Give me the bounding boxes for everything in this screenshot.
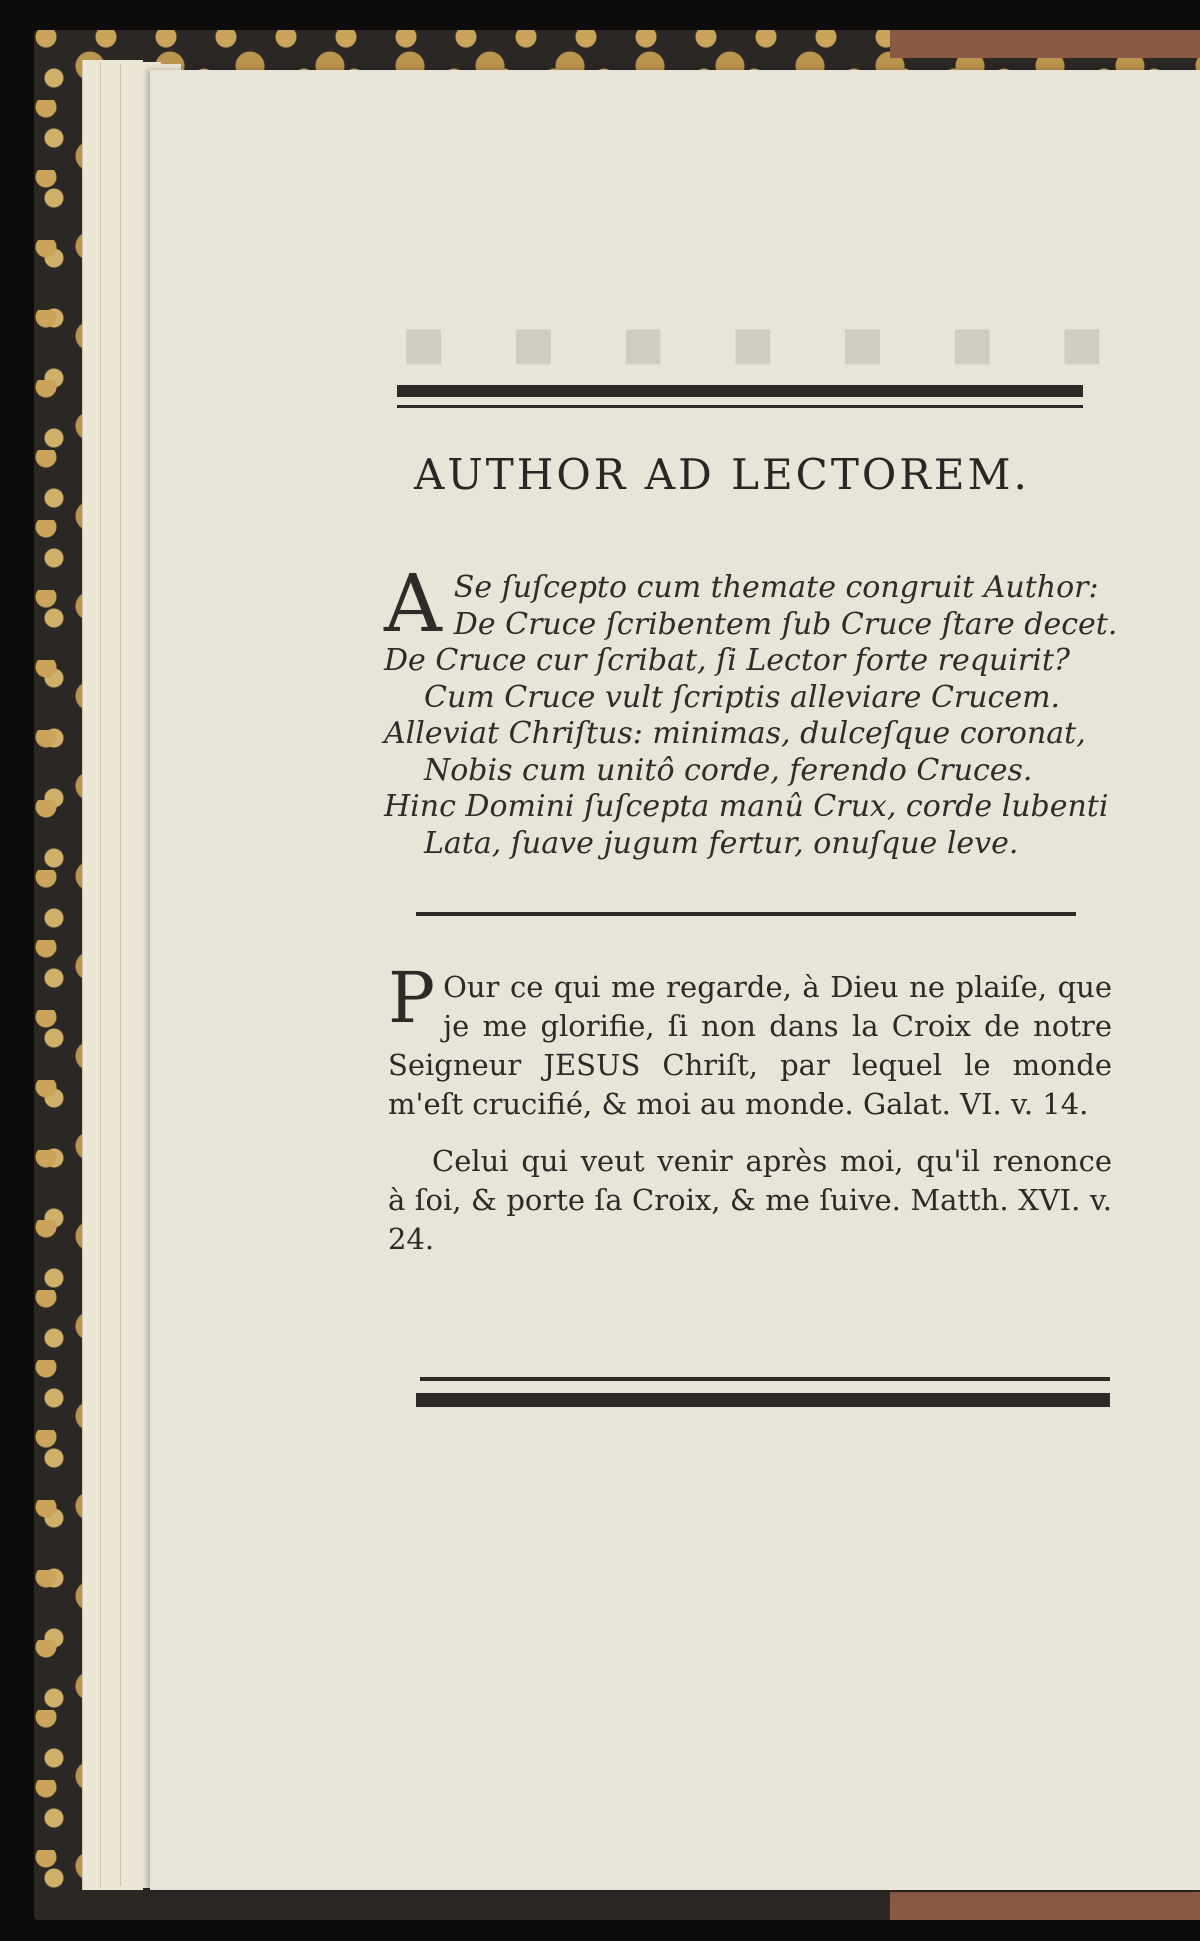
top-rule-thin [397,405,1083,408]
poem-line: De Cruce ſcribentem ſub Cruce ſtare decet. [453,606,1118,642]
poem-line: Lata, ſuave jugum fertur, onuſque leve. [424,825,1019,861]
latin-poem [384,557,1118,862]
poem-line: Se ſuſcepto cum themate congruit Author: [453,570,1099,605]
poem-line: Cum Cruce vult ſcriptis alleviare Crucem. [424,679,1061,715]
paragraph-text: Our ce qui me regarde, à Dieu ne plaiſe, que je me glorifie, ſi non dans la Croix de notre Seigneur JESUS Chriſt, par lequel le monde m'eſt crucifié, & moi au monde. Galat. VI. v. 14. [388,970,1112,1121]
show-through-decoration: ▪ ▪ ▪ ▪ ▪ ▪ ▪ [400,300,1126,382]
cover-spine-bottom [890,1892,1200,1920]
poem-line: Hinc Domini ſuſcepta manû Crux, corde lubenti [384,789,1109,824]
cover-spine-top [890,30,1200,58]
paragraph-drop-cap: P [388,957,436,1039]
middle-rule [416,912,1076,916]
poem-drop-cap: A [384,557,442,650]
bottom-rule-thin [420,1377,1110,1381]
bottom-rule-thick [416,1393,1110,1407]
poem-line: Alleviat Chriſtus: minimas, dulceſque coronat, [384,716,1086,751]
page-heading: AUTHOR AD LECTOREM. [414,450,1030,499]
poem-line: Nobis cum unitô corde, ferendo Cruces. [424,752,1033,788]
paragraph-matthew: Celui qui veut venir après moi, qu'il renonce à ſoi, & porte ſa Croix, & me ſuive. Matth. XVI. v. 24. [388,1144,1112,1256]
top-rule-thick [397,385,1083,397]
paragraph-galatians [388,957,1112,1124]
french-text [388,957,1112,1277]
poem-line: De Cruce cur ſcribat, ſi Lector forte requirit? [384,643,1070,678]
